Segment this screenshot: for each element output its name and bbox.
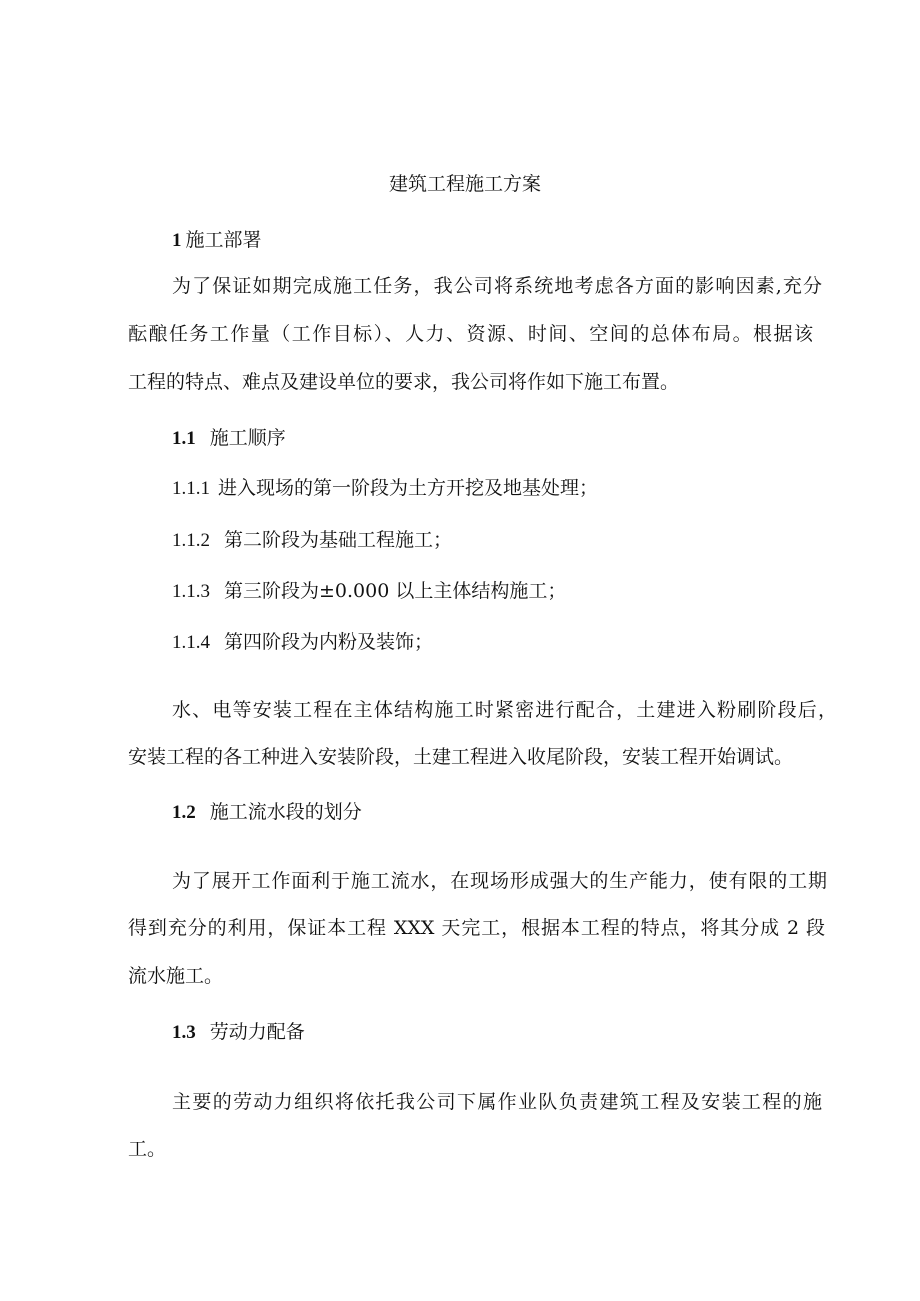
paragraph-line: 流水施工。 — [128, 965, 224, 987]
paragraph-line: 酝酿任务工作量（工作目标）、人力、资源、时间、空间的总体布局。根据该 — [128, 323, 813, 345]
paragraph-line: 得到充分的利用，保证本工程 XXX 天完工，根据本工程的特点，将其分成 2 段 — [128, 917, 825, 939]
paragraph-line: 主要的劳动力组织将依托我公司下属作业队负责建筑工程及安装工程的施 — [172, 1091, 822, 1113]
paragraph-line: 工程的特点、难点及建设单位的要求，我公司将作如下施工布置。 — [128, 371, 680, 393]
section-number: 1.1 — [172, 428, 196, 449]
section-1-2-heading — [172, 800, 362, 825]
item-number: 1.1.2 — [172, 530, 210, 551]
paragraph-line: 为了展开工作面利于施工流水，在现场形成强大的生产能力，使有限的工期 — [172, 870, 827, 892]
section-1-3-heading — [172, 1020, 305, 1045]
list-item — [172, 476, 598, 501]
section-number: 1.2 — [172, 802, 196, 823]
section-1-1-heading — [172, 426, 286, 451]
document-title: 建筑工程施工方案 — [388, 173, 541, 195]
item-text: 第三阶段为±0.000 以上主体结构施工； — [224, 580, 567, 602]
item-text: 第二阶段为基础工程施工； — [224, 529, 453, 551]
section-number: 1.3 — [172, 1022, 196, 1043]
list-item — [172, 579, 566, 604]
paragraph-line: 工。 — [128, 1138, 167, 1160]
list-item — [172, 528, 452, 553]
item-text: 进入现场的第一阶段为土方开挖及地基处理； — [218, 477, 599, 499]
section-1-heading — [172, 228, 262, 253]
item-text: 第四阶段为内粉及装饰； — [224, 631, 434, 653]
list-item — [172, 630, 433, 655]
paragraph-line: 安装工程的各工种进入安装阶段，土建工程进入收尾阶段，安装工程开始调试。 — [128, 746, 794, 768]
paragraph-line: 为了保证如期完成施工任务，我公司将系统地考虑各方面的影响因素,充分 — [172, 275, 822, 297]
item-number: 1.1.1 — [172, 478, 210, 499]
section-number: 1 — [172, 230, 182, 251]
paragraph-line: 水、电等安装工程在主体结构施工时紧密进行配合，土建进入粉刷阶段后， — [172, 699, 837, 721]
item-number: 1.1.3 — [172, 581, 210, 602]
section-title: 施工部署 — [185, 229, 262, 251]
section-title: 施工流水段的划分 — [209, 801, 362, 823]
item-number: 1.1.4 — [172, 632, 210, 653]
section-title: 施工顺序 — [209, 427, 286, 449]
section-title: 劳动力配备 — [209, 1021, 305, 1043]
